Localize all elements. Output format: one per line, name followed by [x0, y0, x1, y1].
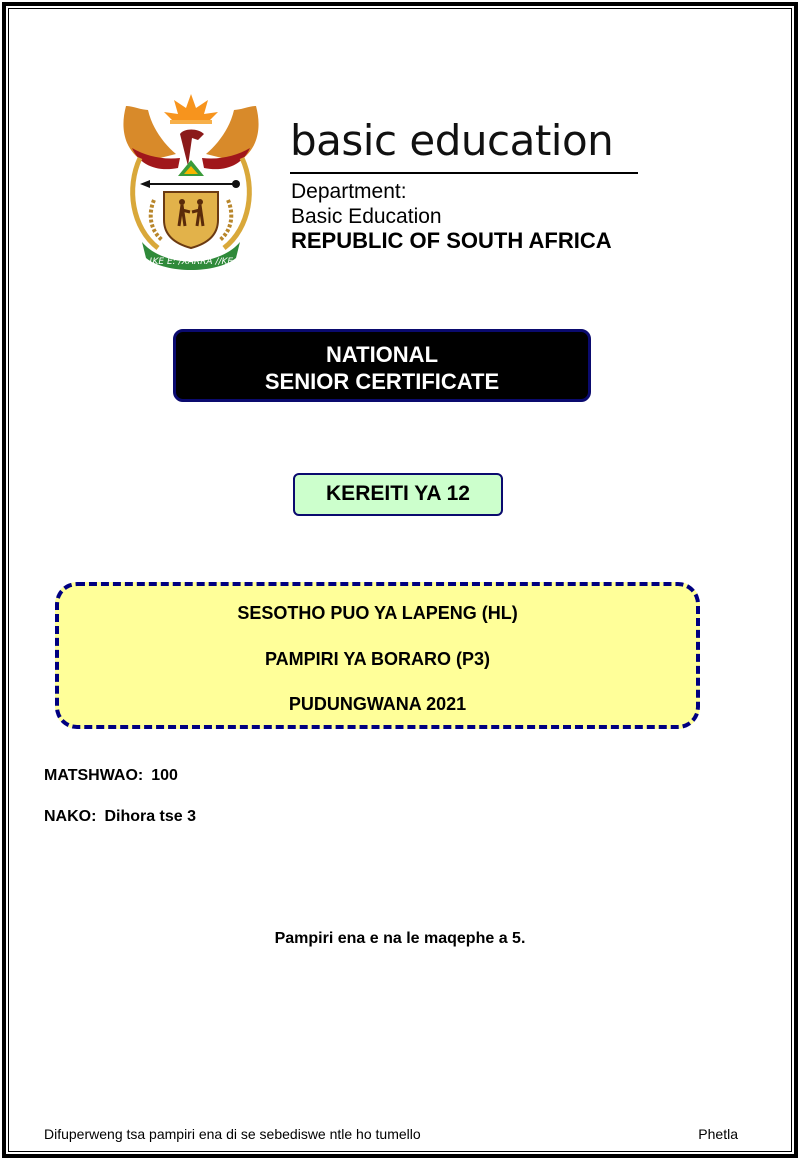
page-count-note: Pampiri ena e na le maqephe a 5. — [274, 930, 526, 947]
time-row — [44, 809, 196, 825]
svg-text:!KE E: /XARRA //KE: !KE E: /XARRA //KE — [148, 257, 234, 267]
brand-title: basic education — [290, 116, 614, 165]
marks-label: MATSHWAO: — [44, 767, 144, 784]
certificate-line-1: NATIONAL — [325, 342, 439, 367]
turn-over-note: Phetla — [698, 1126, 738, 1142]
certificate-banner — [173, 329, 591, 402]
copyright-note: Difuperweng tsa pampiri ena di se sebediswe ntle ho tumello — [44, 1126, 421, 1142]
subject-panel — [55, 582, 700, 729]
country-name: REPUBLIC OF SOUTH AFRICA — [291, 228, 612, 253]
exam-session: PUDUNGWANA 2021 — [288, 694, 467, 714]
marks-row — [44, 768, 178, 784]
coat-of-arms-icon — [118, 88, 264, 270]
department-label: Department: — [291, 180, 407, 203]
time-label: NAKO: — [44, 808, 97, 825]
time-value: Dihora tse 3 — [104, 808, 197, 825]
subject-name: SESOTHO PUO YA LAPENG (HL) — [237, 603, 518, 623]
grade-badge: KEREITI YA 12 — [293, 473, 503, 516]
marks-value: 100 — [151, 767, 178, 784]
department-name: Basic Education — [291, 205, 442, 228]
paper-number: PAMPIRI YA BORARO (P3) — [264, 649, 491, 669]
brand-divider — [290, 172, 638, 174]
certificate-line-2: SENIOR CERTIFICATE — [264, 369, 500, 394]
